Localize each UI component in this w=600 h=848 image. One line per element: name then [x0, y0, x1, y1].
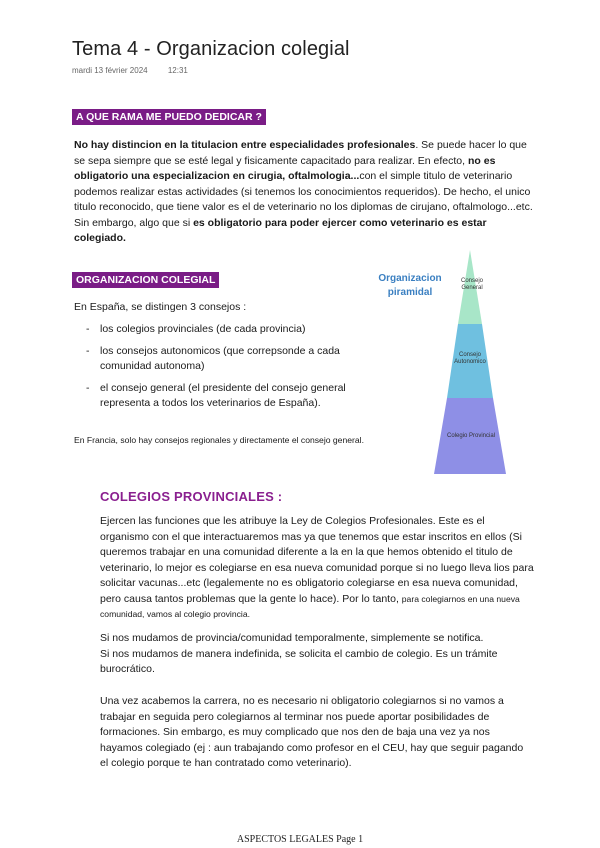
- colegios-text-1: Ejercen las funciones que les atribuye la Ley de Colegios Profesionales. Este es el organismo con el que interactuaremos mas ya que tenemos que estar inscritos en ellos (Si queremos trabajar en una comunidad diferente a la en la que hemos obtenido el titulo de veterinario, lo mejor es colegiarse en esa nueva comunidad porque si no luego lleva lios para solicitar vacunas...etc (legalemente no es obligatorio colegiarse en esa nueva comunidad, pero causa tantos problemas que la gente lo hace). Por lo tanto,: [100, 515, 534, 605]
- colegios-text-2b: Si nos mudamos de manera indefinida, se solicita el cambio de colegio. Es un trámite burocrático.: [100, 647, 498, 675]
- pyramid-text-autonomico: Consejo Autonomico: [454, 352, 486, 365]
- list-item: - los colegios provinciales (de cada provincia): [86, 322, 366, 338]
- section-colegios-heading: COLEGIOS PROVINCIALES :: [100, 489, 283, 504]
- colegios-text-2a: Si nos mudamos de provincia/comunidad temporalmente, simplemente se notifica.: [100, 632, 484, 644]
- rama-bold-1: No hay distincion en la titulacion entre especialidades profesionales: [74, 139, 416, 151]
- organizacion-intro: En España, se distingen 3 consejos :: [74, 301, 247, 313]
- rama-bold-3: es obligatorio para poder ejercer como veterinario es estar colegiado.: [74, 216, 487, 244]
- page-footer: ASPECTOS LEGALES Page 1: [236, 834, 364, 845]
- page-meta: [72, 66, 206, 75]
- rama-bold-2: no es obligatorio una especializacion en cirugia, oftalmologia...: [74, 154, 496, 182]
- section-rama-heading-label: A QUE RAMA ME PUEDO DEDICAR ?: [72, 109, 266, 125]
- pyramid-text-provincial: Colegio Provincial: [446, 433, 496, 439]
- consejos-list: [86, 322, 366, 418]
- pyramid-text-general: Consejo General: [460, 278, 483, 291]
- pyramid-label: Organizacion piramidal: [378, 273, 442, 298]
- section-organizacion-heading-label: ORGANIZACION COLEGIAL: [72, 272, 219, 288]
- colegios-text-1-small: para colegiarnos en una nueva comunidad, vamos al colegio provincia.: [100, 593, 520, 619]
- page-time: 12:31: [167, 66, 188, 75]
- section-rama-heading: [72, 107, 266, 125]
- colegios-paragraph-2: [100, 631, 520, 678]
- colegios-paragraph-3: Una vez acabemos la carrera, no es necesario ni obligatorio colegiarnos si no vamos a trabajar en seguida pero colegiarnos al terminar nos puede aportar posibilidades de formaciones. Sin embargo, es muy complicado que nos den de baja una vez ya nos hayamos colegiado (ej : aun trabajando como profesor en el CEU, hay que seguir pagando el colegio porque te han contratado como veterinario).: [100, 695, 524, 769]
- section-organizacion-heading: [72, 270, 219, 288]
- list-item: - los consejos autonomicos (que correpsonde a cada comunidad autonoma): [86, 344, 366, 375]
- page-title: Tema 4 - Organizacion colegial: [72, 38, 350, 60]
- francia-note: En Francia, solo hay consejos regionales y directamente el consejo general.: [74, 435, 364, 445]
- colegios-paragraph-1: [100, 514, 534, 623]
- section-rama-paragraph: [74, 138, 536, 247]
- list-item: - el consejo general (el presidente del consejo general representa a todos los veterinarios de España).: [86, 381, 366, 412]
- page-date: mardi 13 février 2024: [72, 66, 148, 75]
- rama-text-2: con el simple titulo de veterinario podemos realizar estas actividades (si tenemos los conocimientos requeridos). De hecho, el unico titulo reconocido, que tiene valor es el de veterinario no los diplomas de cirujano, oftalmologo...etc. Sin embargo, algo que si: [74, 170, 533, 229]
- rama-text-1: . Se puede hacer lo que se sepa siempre que se esté legal y fisicamente capacitado para realizar. En efecto,: [74, 139, 527, 167]
